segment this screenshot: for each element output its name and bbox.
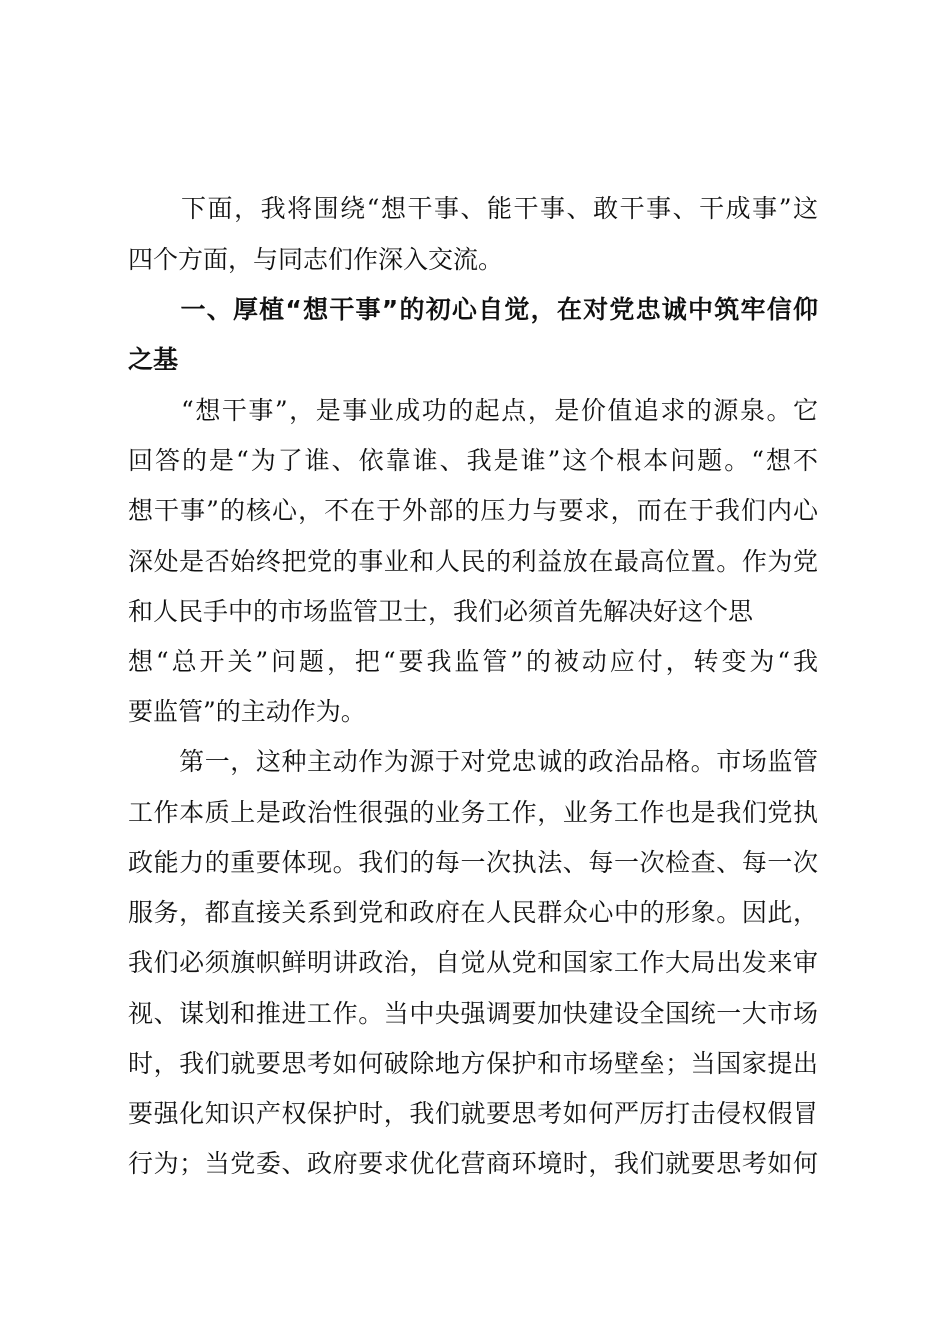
paragraph-line: 下面，我将围绕“想干事、能干事、敢干事、干成事”这 bbox=[128, 194, 818, 223]
paragraph-line: 时，我们就要思考如何破除地方保护和市场壁垒；当国家提出 bbox=[128, 1049, 818, 1078]
section-heading-line: 之基 bbox=[128, 345, 179, 374]
section-heading-line: 一、厚植“想干事”的初心自觉，在对党忠诚中筑牢信仰 bbox=[128, 295, 818, 324]
paragraph-line: 要强化知识产权保护时，我们就要思考如何严厉打击侵权假冒 bbox=[128, 1099, 818, 1128]
paragraph-line: 第一，这种主动作为源于对党忠诚的政治品格。市场监管 bbox=[128, 747, 818, 776]
paragraph-line: 服务，都直接关系到党和政府在人民群众心中的形象。因此， bbox=[128, 898, 818, 927]
paragraph-line: 政能力的重要体现。我们的每一次执法、每一次检查、每一次 bbox=[128, 848, 818, 877]
paragraph-line: 我们必须旗帜鲜明讲政治，自觉从党和国家工作大局出发来审 bbox=[128, 948, 818, 977]
paragraph-line: 工作本质上是政治性很强的业务工作，业务工作也是我们党执 bbox=[128, 798, 818, 827]
paragraph-line: 深处是否始终把党的事业和人民的利益放在最高位置。作为党 bbox=[128, 547, 818, 576]
paragraph-line: 四个方面，与同志们作深入交流。 bbox=[128, 245, 504, 274]
paragraph-line: 行为；当党委、政府要求优化营商环境时，我们就要思考如何 bbox=[128, 1149, 818, 1178]
paragraph-line: “想干事”，是事业成功的起点，是价值追求的源泉。它 bbox=[128, 396, 818, 425]
paragraph-line: 视、谋划和推进工作。当中央强调要加快建设全国统一大市场 bbox=[128, 999, 818, 1028]
paragraph-line: 想干事”的核心，不在于外部的压力与要求，而在于我们内心 bbox=[128, 496, 818, 525]
paragraph-line: 要监管”的主动作为。 bbox=[128, 697, 366, 726]
paragraph-line: 回答的是“为了谁、依靠谁、我是谁”这个根本问题。“想不 bbox=[128, 446, 818, 475]
paragraph-line: 和人民手中的市场监管卫士，我们必须首先解决好这个思 bbox=[128, 597, 754, 626]
paragraph-line: 想“总开关”问题，把“要我监管”的被动应付，转变为“我 bbox=[128, 647, 818, 676]
